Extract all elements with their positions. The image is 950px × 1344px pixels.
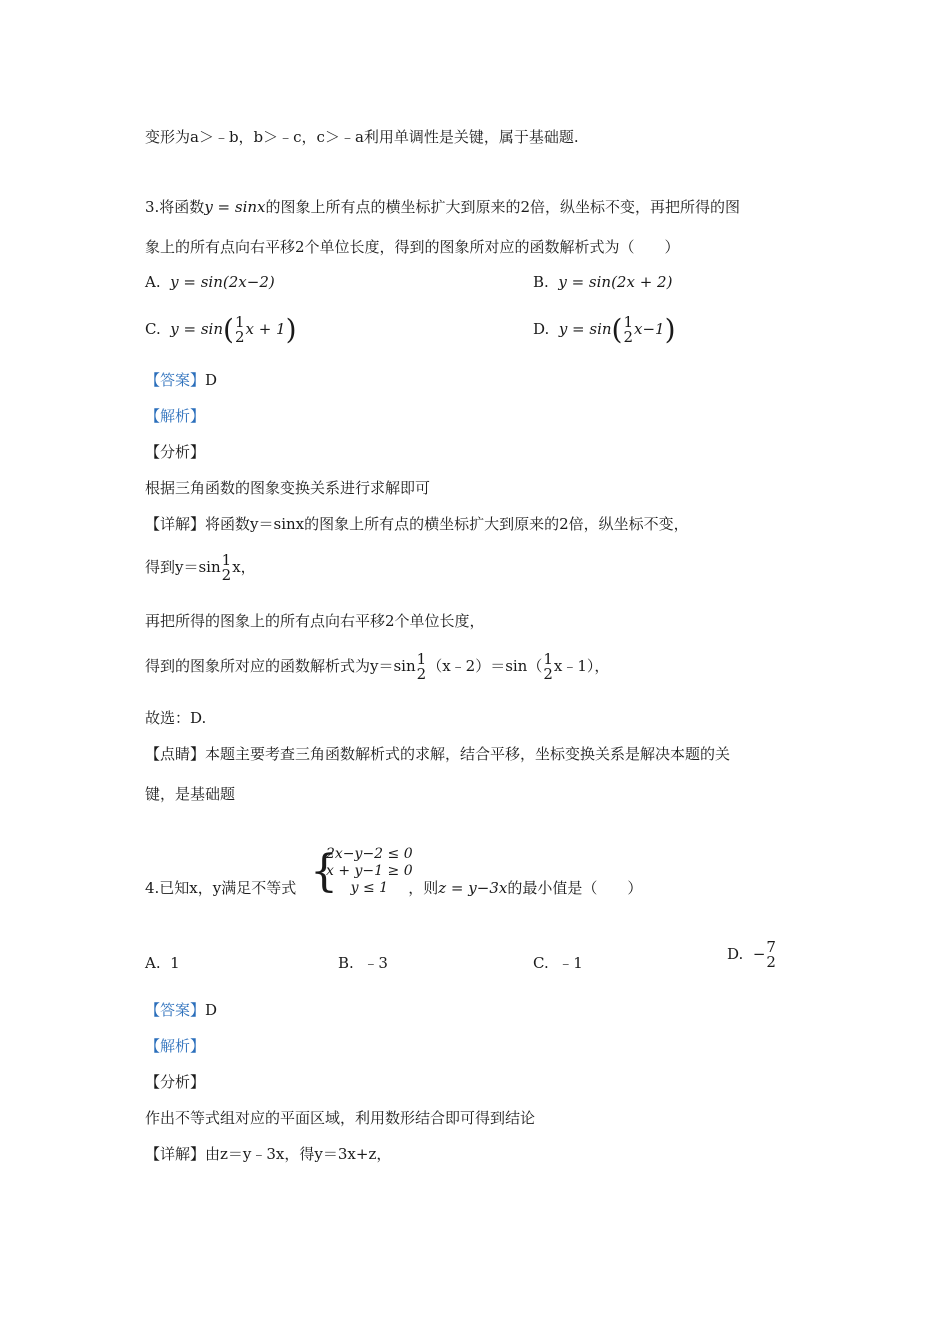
- option-expr-pre: y = sin: [558, 320, 612, 338]
- q3-option-b: [533, 272, 672, 292]
- fraction: 1 2: [543, 650, 553, 683]
- option-value: ﹣3: [363, 954, 388, 972]
- option-label: A.: [145, 954, 161, 972]
- option-expr: y = sin(2x−2): [170, 273, 275, 291]
- option-label: B.: [533, 273, 549, 291]
- option-label: D.: [533, 320, 550, 338]
- detail-text: 将函数y＝sinx的图象上所有点的横坐标扩大到原来的2倍，纵坐标不变，: [205, 515, 689, 533]
- q4-option-c: [533, 953, 583, 973]
- option-value: ﹣1: [558, 954, 583, 972]
- fraction: 1 2: [221, 551, 232, 584]
- option-label: D.: [727, 945, 744, 963]
- text-span: 得到的图象所对应的函数解析式为y＝sin: [145, 657, 416, 675]
- text-span: 得到y＝sin: [145, 558, 221, 576]
- option-expr: y = sin(2x + 2): [558, 273, 673, 291]
- detail-3-line3: 再把所得的图象上的所有点向右平移2个单位长度，: [145, 612, 485, 630]
- detail-3-line4: [145, 652, 609, 682]
- inequality-row: x + y−1 ≥ 0: [326, 863, 413, 879]
- option-label: B.: [338, 954, 354, 972]
- option-expr-pre: y = sin: [170, 320, 223, 338]
- option-expr-post: x−1: [634, 320, 665, 338]
- fenxi-tag-3: 【分析】: [145, 443, 206, 461]
- q4-option-a: [145, 953, 180, 973]
- answer-tag: 【答案】: [145, 1001, 206, 1019]
- q4-option-d: [727, 940, 777, 970]
- answer-4: [145, 1000, 217, 1020]
- q3-option-d: D. y = sin( 1 2 x−1): [533, 313, 676, 346]
- remark-3-cont: 键，是基础题: [145, 785, 236, 803]
- text-span: x﹣1），: [553, 657, 610, 675]
- q3-option-a: [145, 272, 275, 292]
- remark-text: 本题主要考查三角函数解析式的求解，结合平移，坐标变换关系是解决本题的关: [205, 745, 731, 763]
- option-label: C.: [145, 320, 161, 338]
- detail-text: 由z＝y﹣3x，得y＝3x+z，: [205, 1145, 392, 1163]
- option-expr-post: x + 1: [245, 320, 286, 338]
- question-3-stem-cont: 象上的所有点向右平移2个单位长度，得到的图象所对应的函数解析式为（ ）: [145, 238, 680, 256]
- detail-3-line2: [145, 553, 256, 583]
- conclusion-3: 故选：D.: [145, 709, 207, 727]
- answer-tag: 【答案】: [145, 371, 206, 389]
- fraction: 7 2: [766, 938, 776, 971]
- detail-3: [145, 514, 689, 534]
- fenxi-text-4: 作出不等式组对应的平面区域，利用数形结合即可得到结论: [145, 1109, 536, 1127]
- inequality-row: y ≤ 1: [350, 880, 389, 896]
- q4-objective: z = y−3x: [438, 879, 508, 897]
- q4-stem-c: 的最小值是（ ）: [507, 879, 643, 897]
- q4-stem-b: ，则: [408, 879, 439, 897]
- fraction: 1 2: [623, 313, 634, 346]
- analysis-tag-4: 【解析】: [145, 1037, 206, 1055]
- text-line: 变形为a＞﹣b，b＞﹣c，c＞﹣a利用单调性是关键，属于基础题.: [145, 128, 579, 146]
- fenxi-text-3: 根据三角函数的图象变换关系进行求解即可: [145, 479, 431, 497]
- question-3-stem: [145, 197, 740, 217]
- fenxi-tag-4: 【分析】: [145, 1073, 206, 1091]
- answer-value: D: [205, 1001, 218, 1019]
- detail-tag: 【详解】: [145, 515, 206, 533]
- fraction: 1 2: [234, 313, 245, 346]
- option-value: 1: [170, 954, 180, 972]
- inequality-system: [310, 846, 413, 897]
- option-label: A.: [145, 273, 161, 291]
- q3-stem-a: 3.将函数: [145, 198, 205, 216]
- remark-tag: 【点睛】: [145, 745, 206, 763]
- remark-3: [145, 744, 730, 764]
- option-sign: −: [752, 945, 766, 963]
- q3-stem-b: 的图象上所有点的横坐标扩大到原来的2倍，纵坐标不变，再把所得的图: [265, 198, 741, 216]
- inequality-row: 2x−y−2 ≤ 0: [326, 846, 413, 862]
- answer-value: D: [205, 371, 218, 389]
- q4-stem-a: 4.已知x，y满足不等式: [145, 879, 297, 897]
- q4-option-b: [338, 953, 388, 973]
- text-span: x，: [232, 558, 256, 576]
- text-span: （x﹣2）＝sin（: [427, 657, 543, 675]
- q3-function: y = sinx: [204, 198, 266, 216]
- option-label: C.: [533, 954, 549, 972]
- brace-icon: {: [310, 846, 338, 897]
- detail-4: [145, 1144, 391, 1164]
- fraction: 1 2: [416, 650, 427, 683]
- answer-3: [145, 370, 217, 390]
- analysis-tag-3: 【解析】: [145, 407, 206, 425]
- detail-tag: 【详解】: [145, 1145, 206, 1163]
- q3-option-c: C. y = sin( 1 2 x + 1): [145, 313, 297, 346]
